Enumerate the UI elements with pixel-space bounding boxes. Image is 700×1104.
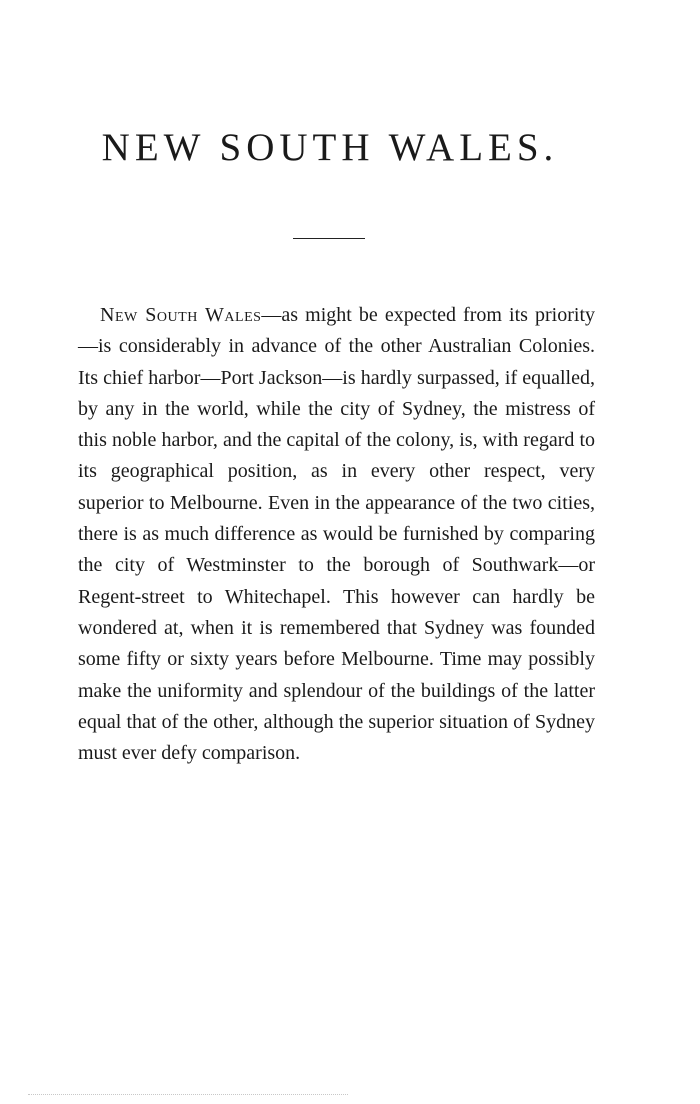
- title-divider-rule: [293, 238, 365, 239]
- scan-edge-marks: [28, 1094, 348, 1095]
- paragraph-text: —as might be expected from its priority—is considerably in advance of the other Australian Colonies. Its chief harbor—Port Jackson—is hardly surpassed, if equalled, by any in the world, while the city of Sydney, the mistress of this noble harbor, and the capital of the colony, is, with regard to its geographical position, as in every other respect, very superior to Melbourne. Even in the appearance of the two cities, there is as much difference as would be furnished by comparing the city of Westminster to the borough of Southwark—or Regent-street to Whitechapel. This however can hardly be wondered at, when it is remembered that Sydney was founded some fifty or sixty years before Melbourne. Time may possibly make the uniformity and splendour of the buildings of the latter equal that of the other, although the superior situation of Sydney must ever defy comparison.: [78, 304, 595, 765]
- paragraph-lead-smallcaps: New South Wales: [100, 304, 262, 326]
- body-paragraph: [78, 300, 595, 769]
- chapter-title: NEW SOUTH WALES.: [101, 126, 559, 169]
